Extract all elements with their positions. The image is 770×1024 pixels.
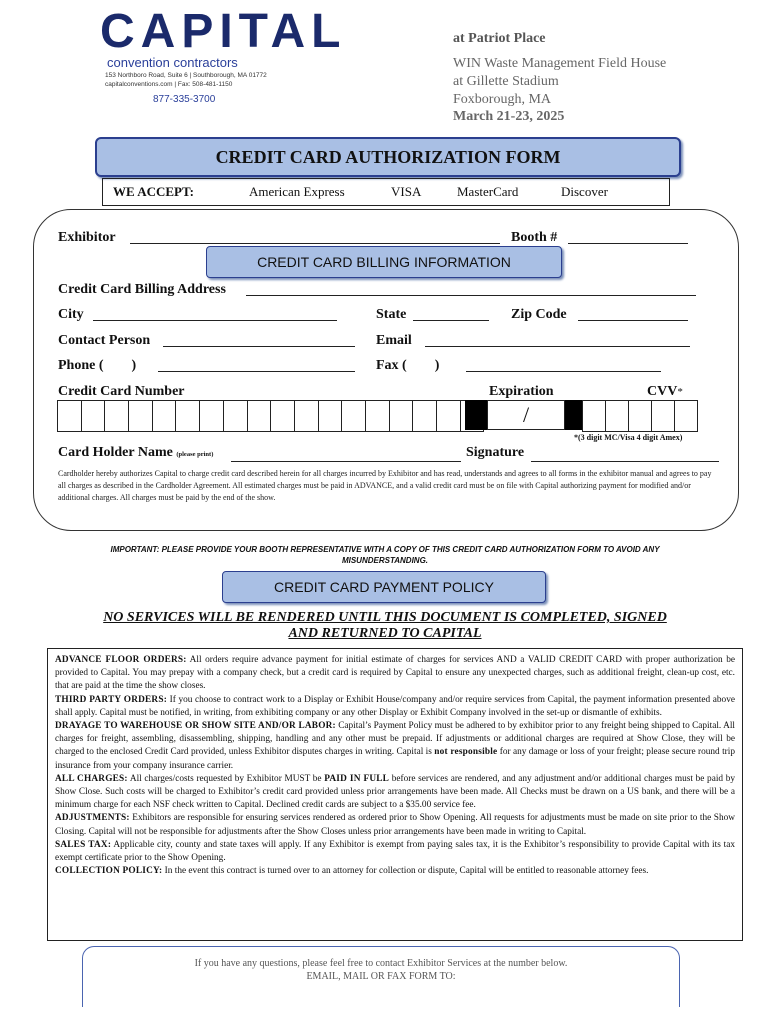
form-title-banner: CREDIT CARD AUTHORIZATION FORM	[95, 137, 681, 177]
booth-field[interactable]	[568, 243, 688, 244]
important-notice: IMPORTANT: PLEASE PROVIDE YOUR BOOTH REPRESENTATIVE WITH A COPY OF THIS CREDIT CARD AUTHORIZATION FORM TO AVOID ANY MISUNDERSTANDING.	[110, 545, 660, 565]
policy-advance-floor-orders: ADVANCE FLOOR ORDERS: All orders require advance payment for initial estimate of charges for services AND a VALID CREDIT CARD with proper authorization be provided to Capital. You may prepay with a company check, but a credit card is required by Capital to ensure any unexpected charges, such as additional freight, clean-up cost, etc. that are paid at the time the show closes.	[55, 655, 736, 692]
venue-name: WIN Waste Management Field House	[453, 56, 667, 71]
fax-field[interactable]	[466, 371, 661, 372]
exhibitor-label: Exhibitor	[58, 230, 116, 245]
company-tagline: convention contractors	[107, 55, 238, 70]
company-phone: 877-335-3700	[153, 94, 216, 105]
phone-label: Phone ( )	[58, 358, 137, 373]
policy-terms-text	[48, 649, 742, 883]
venue-stadium: at Gillette Stadium	[453, 74, 559, 89]
email-field[interactable]	[425, 346, 690, 347]
expiration-divider-left	[465, 400, 487, 430]
card-amex: American Express	[249, 184, 345, 199]
logo-wordmark: CAPITAL	[100, 5, 347, 58]
venue-cutoff-line: at Patriot Place	[453, 31, 546, 46]
cc-number-label: Credit Card Number	[58, 384, 185, 399]
billing-address-field[interactable]	[246, 295, 696, 296]
contact-person-label: Contact Person	[58, 333, 151, 348]
state-field[interactable]	[413, 320, 489, 321]
city-label: City	[58, 307, 84, 322]
card-discover: Discover	[561, 184, 608, 199]
expiration-label: Expiration	[489, 384, 554, 399]
expiration-divider-right	[565, 400, 583, 430]
billing-address-label: Credit Card Billing Address	[58, 282, 226, 297]
show-dates: March 21-23, 2025	[453, 109, 565, 124]
phone-field[interactable]	[158, 371, 355, 372]
policy-drayage: DRAYAGE TO WAREHOUSE OR SHOW SITE AND/OR LABOR: Capital’s Payment Policy must be adhered to by exhibitor prior to any freight being shipped to Capital. All charges for freight, assembling, disassembling, shipping, handling and any other must be prepaid. If adjustments or additional charges are required at Show Close, they will be charged to the enclosed Credit Card provided, unless Exhibitor disputes charges in writing. Capital is not responsible for any damage or loss of your freight; please secure round trip insurance from your company insurance carrier.	[55, 721, 736, 771]
payment-policy-banner: CREDIT CARD PAYMENT POLICY	[222, 571, 546, 603]
billing-info-banner: CREDIT CARD BILLING INFORMATION	[206, 246, 562, 278]
city-field[interactable]	[93, 320, 337, 321]
company-address: 153 Northboro Road, Suite 6 | Southborough, MA 01772 capitalconventions.com | Fax: 508-481-1150	[105, 72, 267, 88]
exhibitor-field[interactable]	[130, 243, 500, 244]
we-accept-label: WE ACCEPT:	[113, 184, 195, 199]
no-services-notice: NO SERVICES WILL BE RENDERED UNTIL THIS DOCUMENT IS COMPLETED, SIGNED AND RETURNED TO CAPITAL	[103, 610, 667, 641]
zip-label: Zip Code	[511, 307, 567, 322]
signature-field[interactable]	[531, 461, 719, 462]
policy-adjustments: ADJUSTMENTS: Exhibitors are responsible for ensuring services rendered as ordered prior to Show Opening. All requests for adjustments must be made on site prior to the Show Closing. Capital will not be responsible for adjustments after the Show Closes unless prior arrangements have been made in writing to Capital.	[55, 813, 735, 837]
zip-field[interactable]	[578, 320, 688, 321]
policy-all-charges: ALL CHARGES: All charges/costs requested by Exhibitor MUST be PAID IN FULL before services are rendered, and any adjustment and/or additional charges must be paid by Show Close. Such costs will be charged to Exhibitor’s credit card provided unless prior arrangements have been made. All Checks must be drawn on a US bank, and there will be a minimum charge for each NSF check written to Capital. Declined credit cards are subject to a $35.00 service fee.	[55, 773, 735, 811]
expiration-field[interactable]: /	[487, 400, 565, 430]
policy-sales-tax: SALES TAX: Applicable city, county and state taxes will apply. If any Exhibitor is exempt from paying sales tax, it is the Exhibitor’s responsibility to provide Capital with its tax exempt certificate prior to the Show Opening.	[55, 839, 735, 864]
state-label: State	[376, 307, 407, 322]
cvv-note: *(3 digit MC/Visa 4 digit Amex)	[574, 433, 683, 442]
contact-footer-box	[82, 946, 680, 1007]
card-visa: VISA	[391, 184, 422, 199]
company-logo	[100, 5, 347, 58]
cvv-boxes[interactable]	[583, 400, 698, 430]
policy-third-party-orders: THIRD PARTY ORDERS: If you choose to contract work to a Display or Exhibit House/company and/or require services from Capital, the payment information presented above shall apply. Capital must be notified, in writing, from exhibiting company or any other Display or Exhibit Company involved in the set-up or dismantle of exhibits.	[55, 694, 735, 718]
contact-person-field[interactable]	[163, 346, 355, 347]
card-holder-label: Card Holder Name (please print)	[58, 445, 214, 460]
cc-number-boxes[interactable]	[58, 400, 484, 430]
card-mastercard: MasterCard	[457, 184, 519, 199]
accepted-cards-box	[102, 178, 670, 206]
venue-city: Foxborough, MA	[453, 92, 552, 107]
cvv-label: CVV*	[647, 384, 683, 399]
policy-terms-box	[47, 648, 743, 941]
footer-return-text: EMAIL, MAIL OR FAX FORM TO:	[306, 971, 456, 982]
footer-questions-text: If you have any questions, please feel free to contact Exhibitor Services at the number below.	[194, 958, 568, 969]
card-holder-field[interactable]	[231, 461, 461, 462]
booth-label: Booth #	[511, 230, 558, 245]
policy-collection: COLLECTION POLICY: In the event this contract is turned over to an attorney for collection or dispute, Capital will be entitled to reasonable attorney fees.	[55, 866, 649, 877]
fax-label: Fax ( )	[376, 358, 440, 373]
authorization-text: Cardholder hereby authorizes Capital to charge credit card described herein for all charges incurred by Exhibitor and has read, understands and agrees to all forms in the exhibitor manual and agrees to pay all charges as described in the Cardholder Agreement. All estimated charges must be paid in ADVANCE, and a valid credit card must be on file with Capital authorizing payment for modified and/or additional charges. All charges must be paid by the end of the show.	[58, 469, 712, 502]
email-label: Email	[376, 333, 412, 348]
signature-label: Signature	[466, 445, 525, 460]
